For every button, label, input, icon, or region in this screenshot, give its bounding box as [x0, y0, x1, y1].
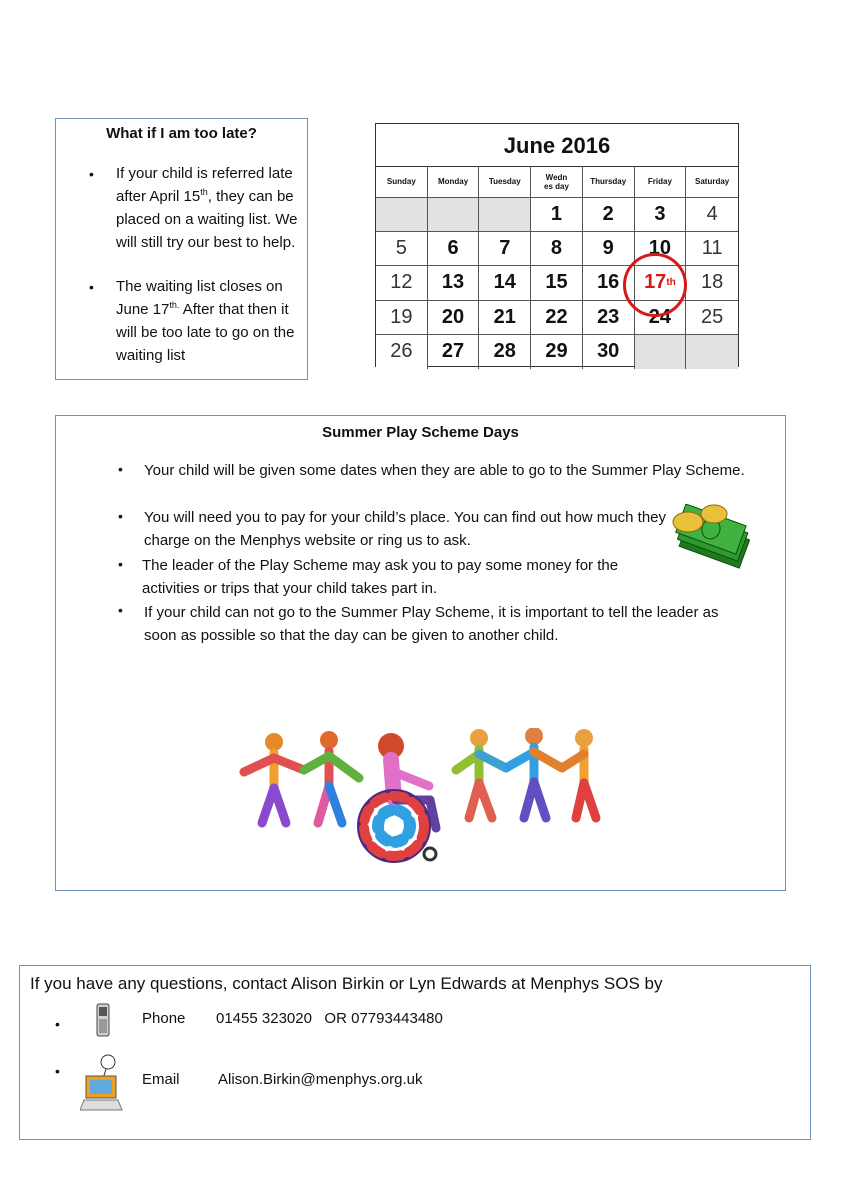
calendar-day-cell: 30	[583, 335, 635, 369]
email-computer-icon	[80, 1054, 124, 1116]
calendar-day-cell: 19	[376, 301, 428, 335]
calendar-day-header: Sunday	[376, 166, 428, 198]
calendar-day-cell: 13	[428, 266, 480, 300]
june-calendar	[375, 123, 739, 367]
calendar-title: June 2016	[376, 124, 738, 167]
calendar-day-cell	[479, 198, 531, 232]
highlight-circle	[623, 253, 687, 317]
calendar-day-header: Thursday	[583, 166, 635, 198]
calendar-day-cell: 24	[635, 301, 687, 335]
calendar-day-cell: 7	[479, 232, 531, 266]
calendar-day-cell: 9	[583, 232, 635, 266]
calendar-day-cell: 23	[583, 301, 635, 335]
phone-number[interactable]: 01455 323020 OR 07793443480	[216, 1010, 443, 1027]
calendar-day-cell: 18	[686, 266, 738, 300]
calendar-day-header: Monday	[428, 166, 480, 198]
summer-title: Summer Play Scheme Days	[322, 424, 519, 441]
calendar-day-cell: 1	[531, 198, 583, 232]
calendar-day-cell: 14	[479, 266, 531, 300]
late-item-2: The waiting list closes on June $17^{th.}$ After that then it will be too late to go on the waiting list	[116, 278, 295, 364]
calendar-day-cell: 17 th	[635, 266, 687, 300]
calendar-day-cell: 20	[428, 301, 480, 335]
calendar-day-cell	[635, 335, 687, 369]
calendar-day-cell	[376, 198, 428, 232]
calendar-day-header: Friday	[635, 166, 687, 198]
calendar-day-cell: 25	[686, 301, 738, 335]
calendar-day-cell: 29	[531, 335, 583, 369]
calendar-day-header: Tuesday	[479, 166, 531, 198]
bullet: •	[118, 556, 123, 572]
calendar-day-cell: 22	[531, 301, 583, 335]
contact-box	[19, 965, 811, 1140]
calendar-day-cell: 8	[531, 232, 583, 266]
bullet: •	[55, 1016, 60, 1032]
calendar-day-cell: 6	[428, 232, 480, 266]
bullet: •	[89, 166, 94, 182]
summer-item-2: You will need you to pay for your child’s place. You can find out how much they charge on the Menphys website or ring us to ask.	[144, 509, 667, 549]
late-title: What if I am too late?	[106, 125, 257, 142]
bullet: •	[118, 508, 123, 524]
phone-label: Phone	[142, 1010, 186, 1027]
calendar-day-cell: 15	[531, 266, 583, 300]
summer-scheme-box	[55, 415, 786, 891]
bullet: •	[118, 461, 123, 477]
phone-icon	[96, 1003, 110, 1037]
calendar-day-cell	[686, 335, 738, 369]
calendar-day-cell: 27	[428, 335, 480, 369]
calendar-day-cell: 26	[376, 335, 428, 369]
calendar-day-cell	[428, 198, 480, 232]
calendar-day-cell: 11	[686, 232, 738, 266]
bullet: •	[55, 1063, 60, 1079]
calendar-day-cell: 2	[583, 198, 635, 232]
money-icon	[668, 504, 760, 576]
people-chain-illustration	[234, 728, 606, 873]
contact-heading: If you have any questions, contact Alison Birkin or Lyn Edwards at Menphys SOS by	[30, 974, 663, 993]
calendar-day-cell: 16	[583, 266, 635, 300]
bullet: •	[89, 279, 94, 295]
late-info-box	[55, 118, 308, 380]
late-item-1: If your child is referred late after April 15th, they can be placed on a waiting list. We will still try our best to help.	[116, 165, 298, 251]
calendar-day-header: Saturday	[686, 166, 738, 198]
email-address[interactable]: Alison.Birkin@menphys.org.uk	[218, 1071, 423, 1088]
bullet: •	[118, 602, 123, 618]
summer-item-1: Your child will be given some dates when they are able to go to the Summer Play Scheme.	[144, 462, 745, 479]
summer-item-4: If your child can not go to the Summer Play Scheme, it is important to tell the leader as soon as possible so that the day can be given to another child.	[144, 604, 719, 644]
calendar-day-cell: 5	[376, 232, 428, 266]
email-label: Email	[142, 1071, 180, 1088]
summer-item-3: The leader of the Play Scheme may ask you to pay some money for the activities or trips that your child takes part in.	[142, 557, 619, 597]
calendar-day-header: Wednes day	[531, 166, 583, 198]
calendar-day-cell: 10	[635, 232, 687, 266]
calendar-day-cell: 3	[635, 198, 687, 232]
calendar-day-cell: 28	[479, 335, 531, 369]
calendar-day-cell: 21	[479, 301, 531, 335]
calendar-day-cell: 4	[686, 198, 738, 232]
calendar-day-cell: 12	[376, 266, 428, 300]
